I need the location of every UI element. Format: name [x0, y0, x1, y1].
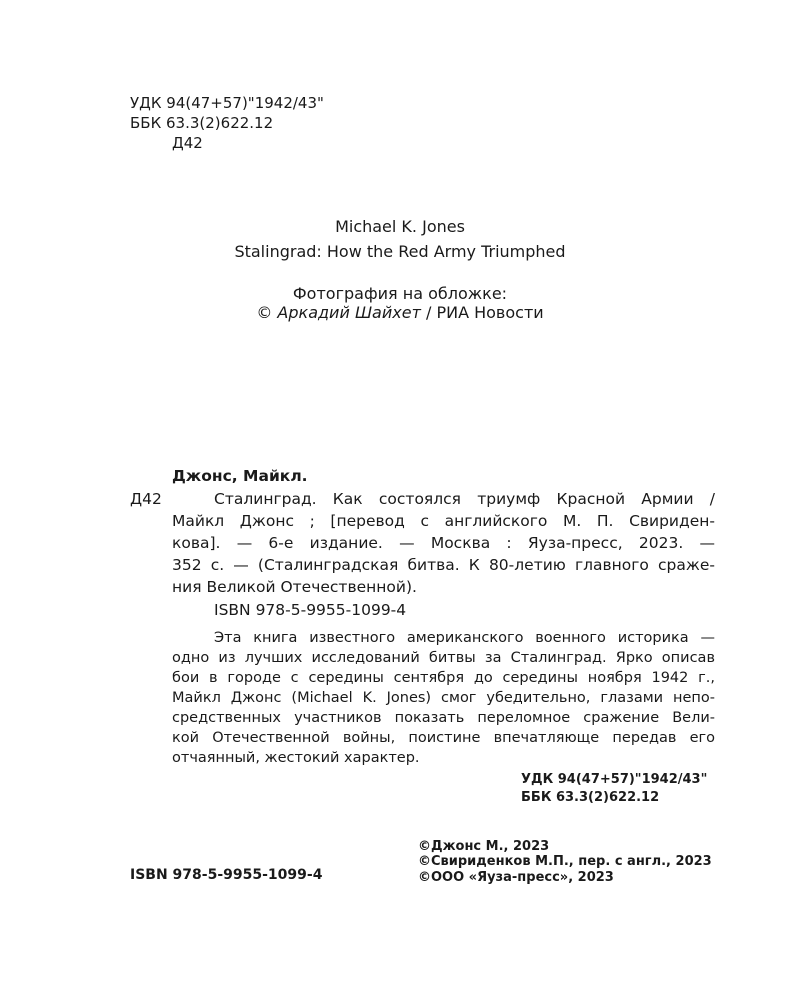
copyright-publisher: ©ООО «Яуза-пресс», 2023: [418, 870, 614, 885]
udk-code-bottom: УДК 94(47+57)"1942/43": [521, 772, 708, 787]
annotation-line-7: отчаянный, жестокий характер.: [172, 750, 420, 766]
copyright-symbol: ©: [256, 303, 273, 322]
annotation-line-3: бои в городе с середины сентября до середины ноября 1942 г.,: [172, 670, 715, 686]
annotation-line-2: одно из лучших исследований битвы за Сталинград. Ярко описав: [172, 650, 715, 666]
bbk-code-bottom: ББК 63.3(2)622.12: [521, 790, 660, 805]
original-author: Michael K. Jones: [335, 217, 465, 236]
cover-photo-caption: Фотография на обложке:: [292, 284, 508, 303]
copyright-translator: ©Свириденков М.П., пер. с англ., 2023: [418, 854, 712, 869]
photographer-name: Аркадий Шайхет: [277, 303, 421, 322]
record-line-4: 352 с. — (Сталинградская битва. К 80-летию главного сраже-: [172, 556, 715, 574]
cover-photo-credit: [0, 302, 800, 324]
annotation-line-1: Эта книга известного американского военного историка —: [214, 630, 715, 646]
record-isbn: ISBN 978-5-9955-1099-4: [214, 601, 407, 619]
record-line-3: кова]. — 6-е издание. — Москва : Яуза-пресс, 2023. —: [172, 534, 715, 552]
record-line-1: Сталинград. Как состоялся триумф Красной Армии /: [214, 490, 715, 508]
record-heading: Джонс, Майкл.: [172, 467, 308, 485]
footer-isbn: ISBN 978-5-9955-1099-4: [130, 867, 323, 883]
annotation-line-4: Майкл Джонс (Michael K. Jones) смог убедительно, глазами непо-: [172, 690, 715, 706]
bbk-code: ББК 63.3(2)622.12: [130, 114, 274, 132]
annotation-line-6: кой Отечественной войны, поистине впечатляюще передав его: [172, 730, 715, 746]
record-line-2: Майкл Джонс ; [перевод с английского М. П. Свириден-: [172, 512, 715, 530]
record-mark: Д42: [130, 490, 162, 508]
annotation-line-5: средственных участников показать переломное сражение Вели-: [172, 710, 715, 726]
credit-separator: /: [420, 303, 437, 322]
author-mark: Д42: [172, 134, 203, 152]
record-line-5: ния Великой Отечественной).: [172, 578, 417, 596]
original-title: Stalingrad: How the Red Army Triumphed: [234, 242, 566, 261]
udk-code: УДК 94(47+57)"1942/43": [130, 94, 324, 112]
agency-name: РИА Новости: [436, 303, 544, 322]
copyright-author: ©Джонс М., 2023: [418, 839, 550, 854]
